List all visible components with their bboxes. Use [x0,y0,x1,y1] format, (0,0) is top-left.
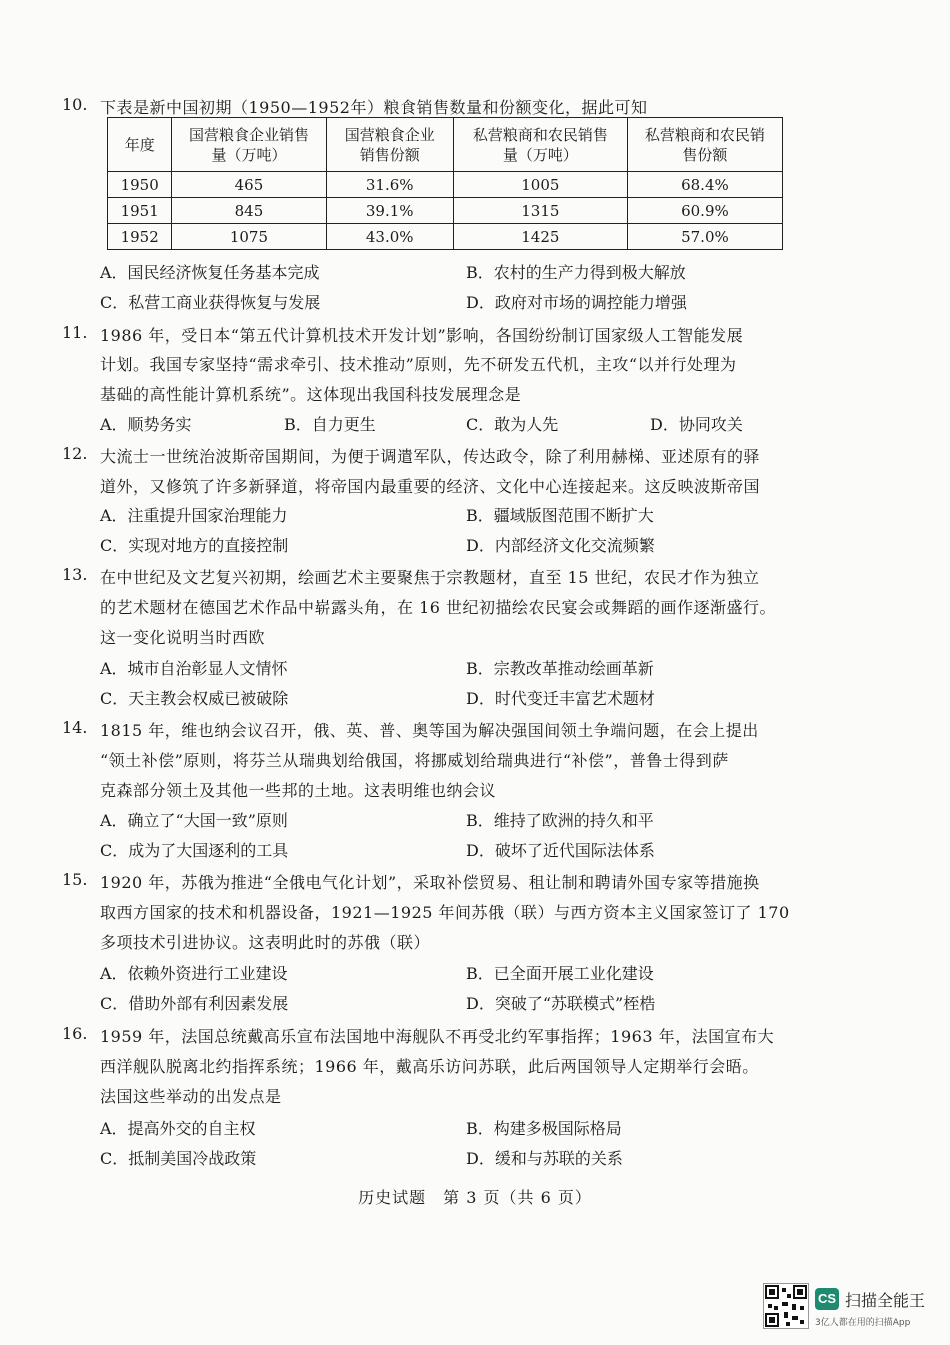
header-cell: 私营粮商和农民销售量（万吨） [453,118,627,172]
table-cell: 1315 [453,198,627,224]
option-b: B．已全面开展工业化建设 [466,964,654,983]
qr-code-icon [763,1283,809,1329]
question-line: 法国这些举动的出发点是 [100,1087,282,1106]
option-c: C．敢为人先 [466,415,559,434]
option-b: B．疆域版图范围不断扩大 [466,506,654,525]
option-d: D．协同攻关 [650,415,743,434]
camscanner-name: 扫描全能王 [845,1291,926,1310]
table-cell: 57.0% [627,224,782,250]
question-line: 计划。我国专家坚持“需求牵引、技术推动”原则，先不研发五代机，主攻“以并行处理为 [100,355,737,374]
question-number: 15. [62,870,88,889]
question-line: 大流士一世统治波斯帝国期间，为便于调遣军队，传达政令，除了利用赫梯、亚述原有的驿 [100,447,761,466]
option-c: C．私营工商业获得恢复与发展 [100,293,321,312]
table-row [108,224,783,250]
option-a: A．国民经济恢复任务基本完成 [100,263,320,282]
option-d: D．突破了“苏联模式”桎梏 [466,994,656,1013]
table-cell: 31.6% [326,172,453,198]
question-line: 基础的高性能计算机系统”。这体现出我国科技发展理念是 [100,385,522,404]
option-d: D．破坏了近代国际法体系 [466,841,655,860]
question-line: 在中世纪及文艺复兴初期，绘画艺术主要聚焦于宗教题材，直至 15 世纪，农民才作为独立 [100,568,760,587]
option-a: A．注重提升国家治理能力 [100,506,288,525]
option-c: C．成为了大国逐利的工具 [100,841,289,860]
option-a: A．城市自治彰显人文情怀 [100,659,288,678]
table-cell: 68.4% [627,172,782,198]
option-d: D．时代变迁丰富艺术题材 [466,689,655,708]
header-cell: 国营粮食企业销售量（万吨） [172,118,326,172]
question-number: 13. [62,565,88,584]
header-cell: 国营粮食企业销售份额 [326,118,453,172]
question-line: 1815 年，维也纳会议召开，俄、英、普、奥等国为解决强国间领土争端问题，在会上提出 [100,721,759,740]
camscanner-tagline: 3亿人都在用的扫描App [815,1318,911,1328]
question-line: “领土补偿”原则，将芬兰从瑞典划给俄国，将挪威划给瑞典进行“补偿”，普鲁士得到萨 [100,751,729,770]
question-number: 14. [62,718,88,737]
question-line: 的艺术题材在德国艺术作品中崭露头角，在 16 世纪初描绘农民宴会或舞蹈的画作逐渐盛行。 [100,598,777,617]
question-line: 道外，又修筑了许多新驿道，将帝国内最重要的经济、文化中心连接起来。这反映波斯帝国 [100,477,761,496]
option-d: D．缓和与苏联的关系 [466,1149,623,1168]
option-b: B．维持了欧洲的持久和平 [466,811,654,830]
question-line: 1920 年，苏俄为推进“全俄电气化计划”，采取补偿贸易、租让制和聘请外国专家等措施换 [100,873,760,892]
option-c: C．天主教会权威已被破除 [100,689,289,708]
table-header-row [108,118,783,172]
table-cell: 1951 [108,198,172,224]
question-line: 1986 年，受日本“第五代计算机技术开发计划”影响，各国纷纷制订国家级人工智能发展 [100,326,744,345]
option-c: C．抵制美国冷战政策 [100,1149,257,1168]
question-line: 多项技术引进协议。这表明此时的苏俄（联） [100,933,431,952]
question-line: 这一变化说明当时西欧 [100,628,266,647]
question-number: 10. [62,95,88,114]
question-number: 16. [62,1024,88,1043]
table-cell: 1950 [108,172,172,198]
grain-sales-table [107,117,783,250]
table-cell: 60.9% [627,198,782,224]
question-line: 克森部分领土及其他一些邦的土地。这表明维也纳会议 [100,781,497,800]
option-b: B．自力更生 [284,415,376,434]
option-a: A．顺势务实 [100,415,192,434]
option-a: A．确立了“大国一致”原则 [100,811,288,830]
table-cell: 845 [172,198,326,224]
header-cell: 私营粮商和农民销售份额 [627,118,782,172]
table-cell: 1425 [453,224,627,250]
table-cell: 1005 [453,172,627,198]
table-cell: 43.0% [326,224,453,250]
header-cell: 年度 [108,118,172,172]
option-a: A．依赖外资进行工业建设 [100,964,288,983]
question-line: 西洋舰队脱离北约指挥系统；1966 年，戴高乐访问苏联，此后两国领导人定期举行会晤。 [100,1057,759,1076]
question-line: 1959 年，法国总统戴高乐宣布法国地中海舰队不再受北约军事指挥；1963 年，法国宣布大 [100,1027,775,1046]
option-b: B．农村的生产力得到极大解放 [466,263,686,282]
option-a: A．提高外交的自主权 [100,1119,256,1138]
table-row [108,172,783,198]
question-number: 11. [62,323,88,342]
table-cell: 465 [172,172,326,198]
option-b: B．构建多极国际格局 [466,1119,622,1138]
table-cell: 39.1% [326,198,453,224]
question-number: 12. [62,444,88,463]
option-d: D．政府对市场的调控能力增强 [466,293,687,312]
table-cell: 1952 [108,224,172,250]
table-cell: 1075 [172,224,326,250]
question-line: 取西方国家的技术和机器设备，1921—1925 年间苏俄（联）与西方资本主义国家签订了 170 [100,903,790,922]
option-c: C．借助外部有利因素发展 [100,994,289,1013]
page-footer: 历史试题 第 3 页（共 6 页） [358,1188,592,1207]
option-c: C．实现对地方的直接控制 [100,536,289,555]
option-b: B．宗教改革推动绘画革新 [466,659,654,678]
table-row [108,198,783,224]
option-d: D．内部经济文化交流频繁 [466,536,655,555]
question-stem: 下表是新中国初期（1950—1952年）粮食销售数量和份额变化，据此可知 [100,98,648,117]
camscanner-logo: CS [815,1288,839,1310]
